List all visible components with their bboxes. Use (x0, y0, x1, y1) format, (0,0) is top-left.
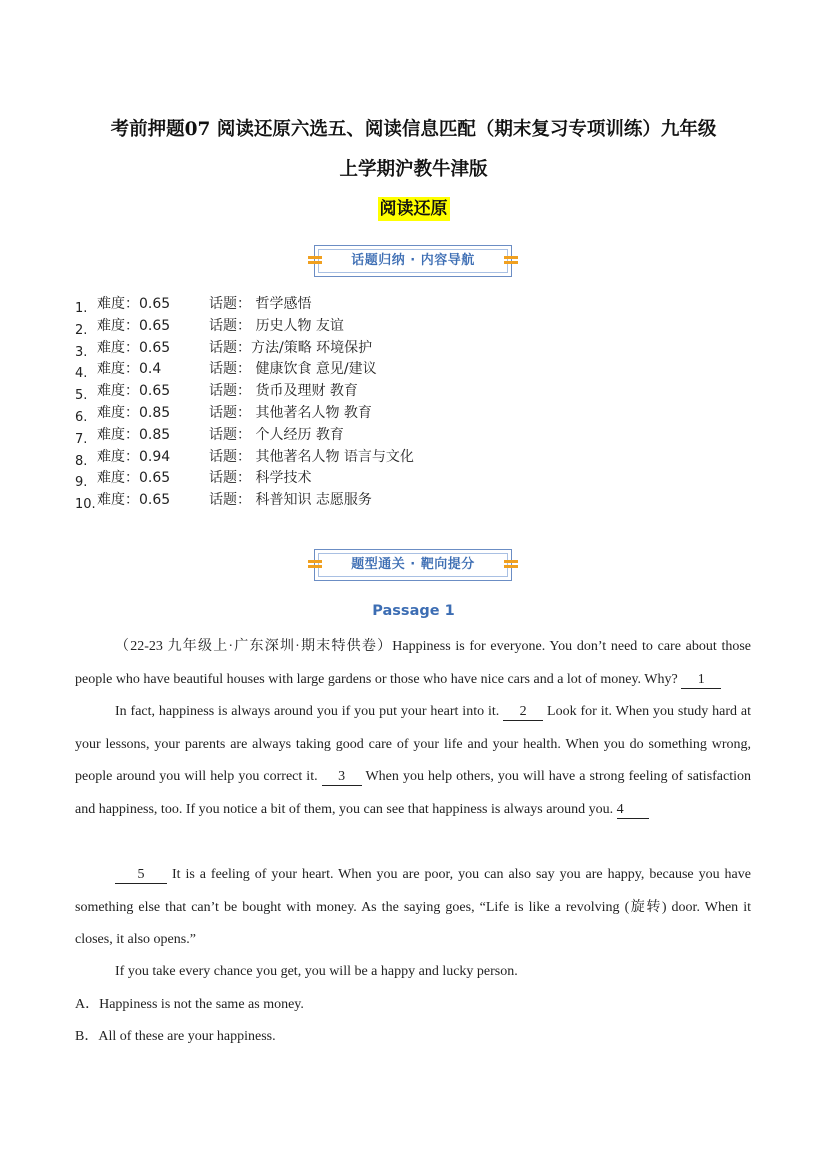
passage-title: Passage 1 (372, 603, 455, 619)
topic-difficulty: 难度：0.65 (97, 317, 171, 334)
answer-blank-5[interactable]: 5 (115, 867, 167, 884)
topic-difficulty: 难度：0.65 (97, 383, 171, 400)
banner-label: 题型通关 · 靶向提分 (351, 557, 475, 572)
topic-label: 话题： 个人经历 教育 (209, 426, 344, 443)
title-line-2: 上学期沪教牛津版 (339, 159, 488, 180)
passage-paragraph-4: If you take every chance you get, you will be a happy and lucky person. (115, 964, 518, 979)
topic-number: 7. (75, 431, 88, 447)
topic-number: 10. (75, 497, 96, 513)
topic-number: 1. (75, 301, 88, 316)
topic-difficulty: 难度：0.94 (97, 448, 171, 465)
paragraph-text: In fact, happiness is always around you if you put your heart into it. (115, 704, 504, 719)
topic-label: 话题： 科学技术 (209, 470, 312, 487)
question-type-banner (314, 549, 512, 581)
passage-paragraph-3 (75, 859, 751, 957)
topic-number: 3. (75, 344, 88, 360)
passage-paragraph-1 (75, 631, 751, 696)
answer-blank-4[interactable]: 4 (617, 802, 649, 819)
topic-row (75, 316, 495, 338)
answer-blank-3[interactable]: 3 (322, 769, 362, 786)
topic-label: 话题：方法/策略 环境保护 (209, 339, 373, 356)
topic-label: 话题： 其他著名人物 教育 (209, 404, 372, 421)
banner-label: 话题归纳 · 内容导航 (351, 253, 475, 268)
topic-row (75, 359, 495, 381)
topic-row (75, 425, 495, 447)
topic-nav-banner (314, 245, 512, 277)
topic-label: 话题： 哲学感悟 (209, 296, 312, 312)
topic-label: 话题： 科普知识 志愿服务 (209, 492, 372, 509)
topic-label: 话题： 其他著名人物 语言与文化 (209, 448, 414, 465)
passage-paragraph-2 (75, 696, 751, 826)
option-b: B．All of these are your happiness. (75, 1029, 276, 1044)
topic-label: 话题： 货币及理财 教育 (209, 383, 358, 400)
topic-label: 话题： 健康饮食 意见/建议 (209, 361, 377, 378)
topic-row (75, 381, 495, 403)
topic-number: 9. (75, 475, 88, 491)
topic-row (75, 403, 495, 425)
topic-label: 话题： 历史人物 友谊 (209, 317, 344, 334)
answer-blank-2[interactable]: 2 (503, 704, 543, 721)
topic-difficulty: 难度：0.85 (97, 404, 171, 421)
topic-row (75, 294, 495, 316)
topic-difficulty: 难度：0.65 (97, 339, 171, 356)
section-heading-wrap (0, 197, 827, 221)
topic-difficulty: 难度：0.85 (97, 426, 171, 443)
option-a: A．Happiness is not the same as money. (75, 997, 304, 1012)
title-line-1: 考前押题07 阅读还原六选五、阅读信息匹配（期末复习专项训练）九年级 (110, 119, 717, 140)
section-heading: 阅读还原 (379, 199, 448, 219)
topic-row (75, 447, 495, 469)
paragraph-text: It is a feeling of your heart. When you are poor, you can also say you are happy, because you have something else that can’t be bought with money. As the saying goes, “Life is like a revolving (旋转) door. When it closes, it also opens.” (75, 867, 751, 948)
paragraph-text: （22-23 九年级上·广东深圳·期末特供卷）Happiness is for everyone. You don’t need to care about those people who have beautiful houses with large gardens or those who have nice cars and a lot of money. Why? (75, 639, 751, 687)
topic-difficulty: 难度：0.65 (97, 296, 171, 312)
topic-row (75, 468, 495, 490)
topic-number: 2. (75, 322, 88, 338)
topic-difficulty: 难度：0.65 (97, 492, 171, 509)
paragraph-text: When you help others, you will have a strong feeling of satisfaction and happiness, too. If you notice a bit of them, you can see that happiness is always around you. (75, 769, 752, 817)
topic-list (75, 294, 495, 512)
topic-number: 4. (75, 366, 88, 382)
document-title (60, 110, 767, 190)
topic-number: 5. (75, 388, 88, 404)
topic-number: 8. (75, 453, 88, 469)
topic-row (75, 490, 495, 512)
topic-number: 6. (75, 409, 88, 425)
paragraph-text: Look for it. When you study hard at your lessons, your parents are always taking good care of your life and your health. When you do something wrong, people around you will help you correct it. (75, 704, 751, 785)
topic-row (75, 338, 495, 360)
topic-difficulty: 难度：0.4 (97, 361, 162, 378)
topic-difficulty: 难度：0.65 (97, 470, 171, 487)
answer-blank-1[interactable]: 1 (681, 672, 721, 689)
